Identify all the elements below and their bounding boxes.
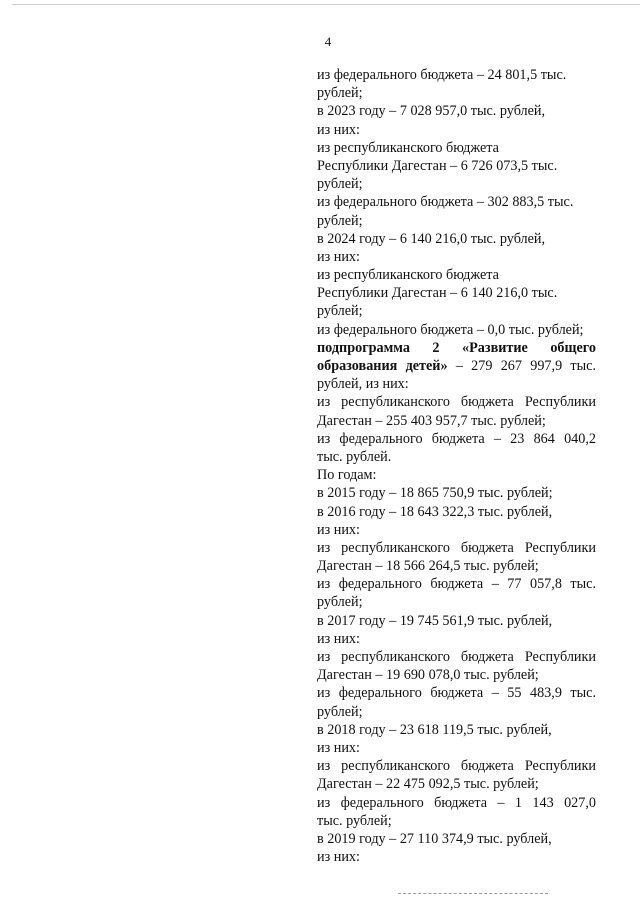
text-line (317, 121, 596, 139)
text-line (317, 248, 596, 266)
text-span: из федерального бюджета – 24 801,5 тыс. (317, 67, 567, 83)
text-span: из федерального бюджета – 55 483,9 тыс. (317, 685, 596, 702)
text-line (317, 812, 596, 830)
text-line (317, 466, 596, 484)
text-line (317, 357, 596, 375)
text-span: рублей; (317, 703, 363, 720)
text-span: в 2016 году – 18 643 322,3 тыс. рублей, (317, 503, 553, 520)
text-line (317, 393, 596, 411)
text-line (317, 684, 596, 702)
text-line (317, 375, 596, 393)
text-line (317, 830, 596, 848)
text-span: в 2019 году – 27 110 374,9 тыс. рублей, (317, 830, 552, 847)
text-line (317, 430, 596, 448)
text-line (317, 484, 596, 502)
document-body (317, 66, 596, 866)
subprogram-title: подпрограмма 2 «Развитие общего (317, 339, 596, 356)
text-span: Дагестан – 18 566 264,5 тыс. рублей; (317, 558, 539, 575)
text-line (317, 757, 596, 775)
text-span: рублей, из них: (317, 376, 409, 393)
text-line (317, 448, 596, 466)
text-line (317, 593, 596, 611)
text-line (317, 102, 596, 120)
text-line (317, 721, 596, 739)
text-line (317, 557, 596, 575)
text-span: в 2018 году – 23 618 119,5 тыс. рублей, (317, 721, 552, 738)
text-line (317, 302, 596, 320)
text-span: в 2023 году – 7 028 957,0 тыс. рублей, (317, 103, 546, 120)
text-line (317, 139, 596, 157)
text-span: По годам: (317, 467, 377, 484)
text-span: из федерального бюджета – 1 143 027,0 (317, 794, 596, 811)
text-span: из республиканского бюджета Республики (317, 649, 596, 665)
text-line (317, 321, 596, 339)
text-span: рублей; (317, 176, 363, 193)
text-line (317, 266, 596, 284)
text-line (317, 739, 596, 757)
text-span: в 2024 году – 6 140 216,0 тыс. рублей, (317, 230, 546, 247)
text-span: Республики Дагестан – 6 726 073,5 тыс. (317, 157, 558, 174)
text-line (317, 521, 596, 539)
text-span: Республики Дагестан – 6 140 216,0 тыс. (317, 285, 558, 302)
page-number: 4 (324, 34, 332, 49)
text-span: из республиканского бюджета (317, 139, 499, 156)
text-line (317, 193, 596, 211)
text-span: из республиканского бюджета Республики (317, 394, 596, 411)
text-line (317, 666, 596, 684)
text-line (317, 212, 596, 230)
text-span: из республиканского бюджета Республики (317, 539, 596, 556)
text-line (317, 84, 596, 102)
text-span: из республиканского бюджета (317, 267, 499, 284)
scan-edge-line (12, 4, 640, 5)
text-span: – 279 267 997,9 тыс. (447, 358, 596, 374)
text-line (317, 284, 596, 302)
text-line (317, 175, 596, 193)
text-line (317, 339, 596, 357)
text-line (317, 575, 596, 593)
text-line (317, 630, 596, 648)
text-line (317, 612, 596, 630)
text-span: из них: (317, 739, 360, 756)
text-line (317, 503, 596, 521)
text-span: рублей; (317, 85, 363, 102)
text-line (317, 230, 596, 248)
text-line (317, 794, 596, 812)
text-span: рублей; (317, 212, 363, 229)
text-span: в 2017 году – 19 745 561,9 тыс. рублей, (317, 612, 553, 629)
text-span: тыс. рублей; (317, 812, 392, 829)
text-span: в 2015 году – 18 865 750,9 тыс. рублей; (317, 485, 553, 502)
scan-artifact-line (398, 893, 548, 894)
text-line (317, 539, 596, 557)
text-span: из республиканского бюджета Республики (317, 758, 596, 775)
text-span: из федерального бюджета – 302 883,5 тыс. (317, 194, 574, 211)
text-span: тыс. рублей. (317, 448, 392, 465)
text-line (317, 157, 596, 175)
text-line (317, 412, 596, 430)
text-span: из федерального бюджета – 23 864 040,2 (317, 430, 596, 447)
text-line (317, 66, 596, 84)
text-span: из них: (317, 521, 360, 538)
text-span: из федерального бюджета – 0,0 тыс. рублей; (317, 321, 584, 338)
text-span: рублей; (317, 303, 363, 320)
text-span: рублей; (317, 594, 363, 611)
text-span: из них: (317, 121, 360, 138)
text-span: из них: (317, 630, 360, 647)
text-span: из них: (317, 849, 360, 866)
subprogram-title: образования детей» (317, 358, 448, 374)
text-span: Дагестан – 255 403 957,7 тыс. рублей; (317, 412, 546, 429)
text-span: Дагестан – 22 475 092,5 тыс. рублей; (317, 776, 539, 793)
text-line (317, 703, 596, 721)
text-line (317, 848, 596, 866)
text-span: из них: (317, 248, 360, 265)
text-line (317, 648, 596, 666)
text-span: Дагестан – 19 690 078,0 тыс. рублей; (317, 667, 539, 684)
text-span: из федерального бюджета – 77 057,8 тыс. (317, 576, 596, 593)
text-line (317, 775, 596, 793)
